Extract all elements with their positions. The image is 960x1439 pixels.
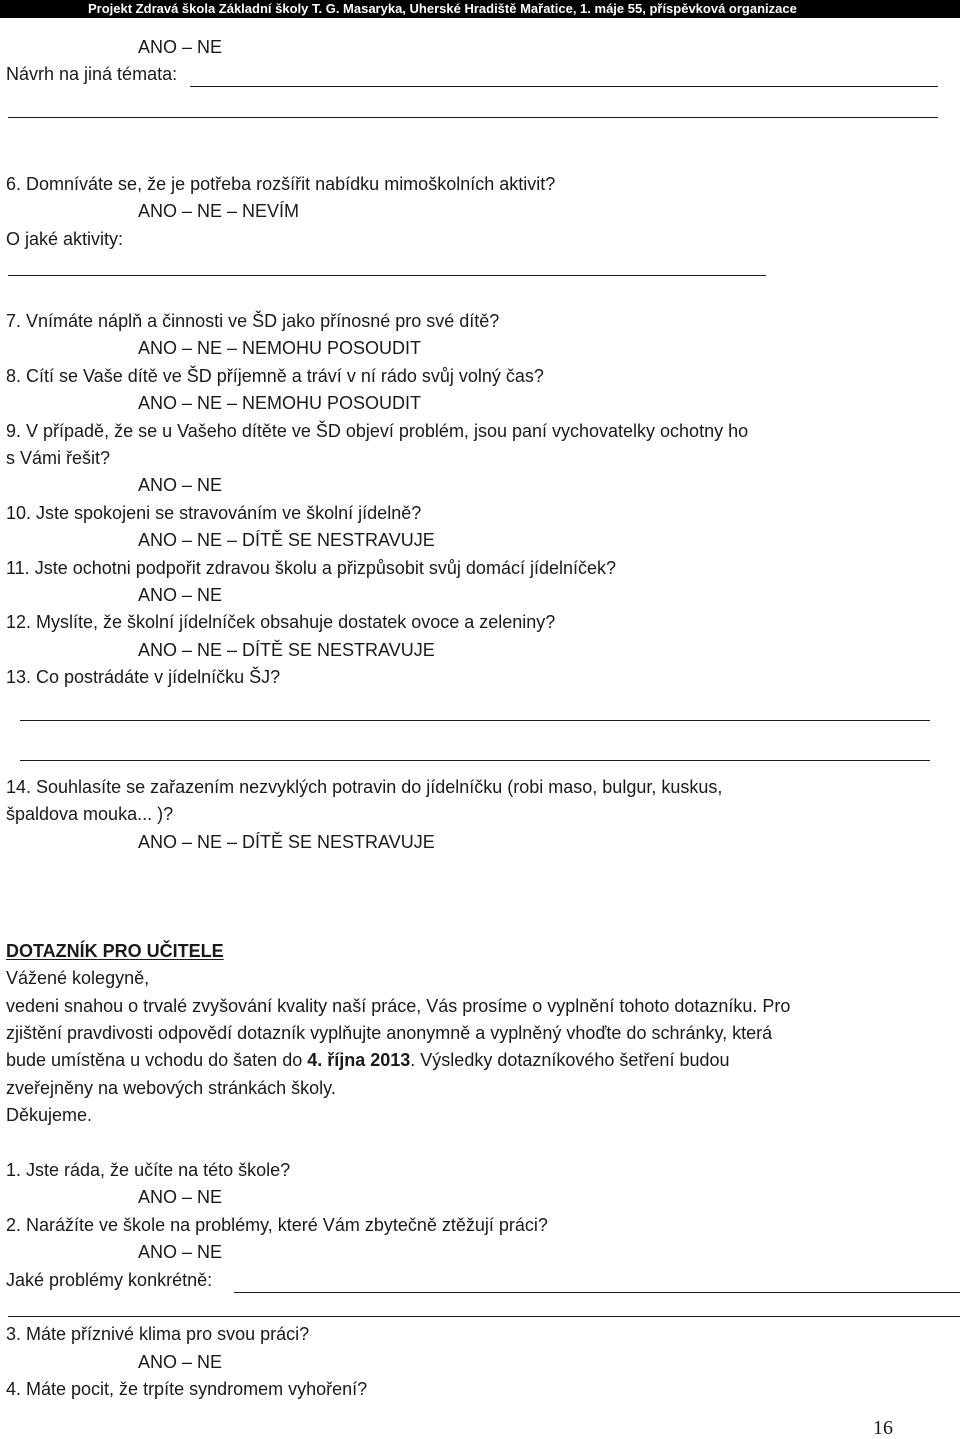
question-9-cont: s Vámi řešit? xyxy=(6,448,111,468)
answer-line[interactable] xyxy=(8,117,938,118)
question-6: 6. Domníváte se, že je potřeba rozšířit nabídku mimoškolních aktivit? xyxy=(6,174,556,194)
answer-line[interactable] xyxy=(20,720,930,721)
problems-label: Jaké problémy konkrétně: xyxy=(6,1270,213,1290)
greeting: Vážené kolegyně, xyxy=(6,968,150,988)
answer-options: ANO – NE – NEMOHU POSOUDIT xyxy=(138,393,422,413)
intro-line-3 xyxy=(6,1049,730,1071)
intro-text: . Výsledky dotazníkového šetření budou xyxy=(410,1050,730,1070)
answer-line[interactable] xyxy=(8,1316,960,1317)
page-header: Projekt Zdravá škola Základní školy T. G. Masaryka, Uherské Hradiště Mařatice, 1. máje 55, příspěvková organizace xyxy=(0,0,960,18)
answer-options: ANO – NE – DÍTĚ SE NESTRAVUJE xyxy=(138,640,435,660)
answer-line[interactable] xyxy=(190,86,938,87)
answer-options: ANO – NE xyxy=(138,37,223,57)
question-7: 7. Vnímáte náplň a činnosti ve ŠD jako přínosné pro své dítě? xyxy=(6,311,500,331)
deadline-date: 4. října 2013 xyxy=(307,1050,411,1070)
activities-label: O jaké aktivity: xyxy=(6,229,124,249)
answer-line[interactable] xyxy=(234,1292,960,1293)
question-8: 8. Cítí se Vaše dítě ve ŠD příjemně a tráví v ní rádo svůj volný čas? xyxy=(6,366,544,386)
question-14: 14. Souhlasíte se zařazením nezvyklých potravin do jídelníčku (robi maso, bulgur, kuskus, xyxy=(6,777,723,797)
answer-options: ANO – NE – DÍTĚ SE NESTRAVUJE xyxy=(138,832,435,852)
answer-options: ANO – NE – DÍTĚ SE NESTRAVUJE xyxy=(138,530,435,550)
answer-options: ANO – NE xyxy=(138,475,223,495)
teacher-question-2: 2. Narážíte ve škole na problémy, které Vám zbytečně ztěžují práci? xyxy=(6,1215,548,1235)
teacher-question-1: 1. Jste ráda, že učíte na této škole? xyxy=(6,1160,291,1180)
teacher-question-3: 3. Máte příznivé klima pro svou práci? xyxy=(6,1324,310,1344)
page-number: 16 xyxy=(873,1417,893,1439)
suggestion-label: Návrh na jiná témata: xyxy=(6,64,178,84)
intro-text: bude umístěna u vchodu do šaten do xyxy=(6,1050,308,1070)
question-12: 12. Myslíte, že školní jídelníček obsahuje dostatek ovoce a zeleniny? xyxy=(6,612,556,632)
answer-options: ANO – NE – NEVÍM xyxy=(138,201,300,221)
intro-line-1: vedeni snahou o trvalé zvyšování kvality naší práce, Vás prosíme o vyplnění tohoto dotazníku. Pro xyxy=(6,996,791,1016)
question-9: 9. V případě, že se u Vašeho dítěte ve ŠD objeví problém, jsou paní vychovatelky ochotny ho xyxy=(6,421,749,441)
teacher-question-4: 4. Máte pocit, že trpíte syndromem vyhoření? xyxy=(6,1379,368,1399)
question-13: 13. Co postrádáte v jídelníčku ŠJ? xyxy=(6,667,281,687)
teacher-survey-title: DOTAZNÍK PRO UČITELE xyxy=(6,941,224,961)
answer-options: ANO – NE xyxy=(138,1187,223,1207)
answer-options: ANO – NE xyxy=(138,1242,223,1262)
answer-line[interactable] xyxy=(20,760,930,761)
thanks: Děkujeme. xyxy=(6,1105,93,1125)
question-10: 10. Jste spokojeni se stravováním ve školní jídelně? xyxy=(6,503,422,523)
intro-line-4: zveřejněny na webových stránkách školy. xyxy=(6,1078,336,1098)
answer-options: ANO – NE xyxy=(138,585,223,605)
answer-options: ANO – NE xyxy=(138,1352,223,1372)
question-11: 11. Jste ochotni podpořit zdravou školu a přizpůsobit svůj domácí jídelníček? xyxy=(6,558,617,578)
answer-options: ANO – NE – NEMOHU POSOUDIT xyxy=(138,338,422,358)
question-14-cont: špaldova mouka... )? xyxy=(6,804,174,824)
answer-line[interactable] xyxy=(8,275,766,276)
intro-line-2: zjištění pravdivosti odpovědí dotazník vyplňujte anonymně a vyplněný vhoďte do schránky, která xyxy=(6,1023,773,1043)
